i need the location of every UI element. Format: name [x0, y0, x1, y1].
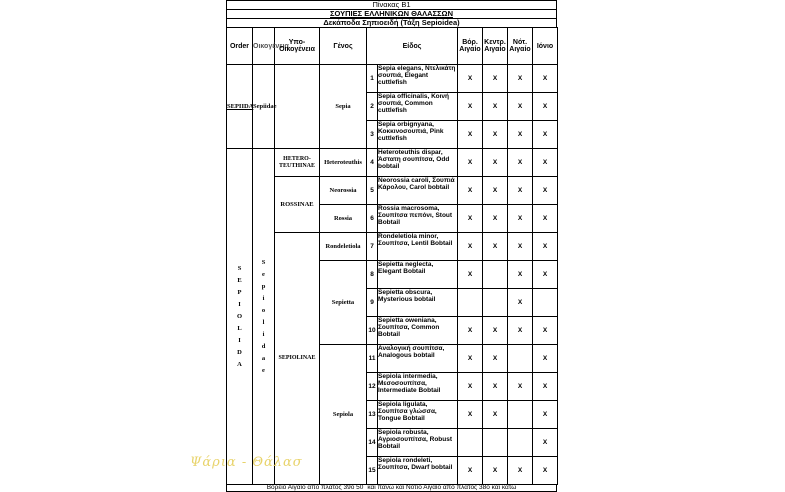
header-row	[227, 28, 558, 65]
row-number: 4	[367, 149, 378, 177]
table-row	[227, 177, 558, 205]
mark-central: X	[483, 373, 508, 401]
mark-north: X	[458, 317, 483, 345]
mark-ionian: X	[533, 65, 558, 93]
genus-neorossia: Neorossia	[320, 177, 367, 205]
mark-central	[483, 261, 508, 289]
row-number: 14	[367, 429, 378, 457]
mark-south: X	[508, 205, 533, 233]
stacked-letter: P	[237, 288, 242, 296]
mark-north: X	[458, 401, 483, 429]
table-number: Πίνακας Β1	[226, 0, 557, 9]
row-number: 7	[367, 233, 378, 261]
species-table	[226, 27, 558, 485]
mark-central: X	[483, 401, 508, 429]
species-name: Rondeletiola minor, Σουπίτσα, Lentil Bobtail	[378, 233, 458, 261]
mark-ionian	[533, 289, 558, 317]
mark-central: X	[483, 233, 508, 261]
mark-south: X	[508, 289, 533, 317]
mark-south	[508, 345, 533, 373]
row-number: 15	[367, 457, 378, 485]
mark-central: X	[483, 65, 508, 93]
row-number: 2	[367, 93, 378, 121]
table-title: ΣΟΥΠΙΕΣ ΕΛΛΗΝΙΚΩΝ ΘΑΛΑΣΣΩΝ	[226, 9, 557, 18]
genus-rondeletiola: Rondeletiola	[320, 233, 367, 261]
species-name: Sepia officinalis, Κοινή σουπιά, Common cuttlefish	[378, 93, 458, 121]
mark-central: X	[483, 121, 508, 149]
row-number: 3	[367, 121, 378, 149]
species-name: Sepia elegans, Ντελικάτη σουπιά, Elegant cuttlefish	[378, 65, 458, 93]
family-sepiolidae	[253, 149, 275, 485]
col-central: Κεντρ. Αιγαίο	[483, 28, 508, 65]
stacked-letter: e	[262, 366, 265, 374]
genus-sepietta: Sepietta	[320, 261, 367, 345]
table-sheet	[226, 0, 557, 492]
genus-heteroteuthis: Heteroteuthis	[320, 149, 367, 177]
mark-ionian: X	[533, 233, 558, 261]
mark-south: X	[508, 149, 533, 177]
signature-watermark: Ψάρια - Θάλασ	[190, 455, 303, 470]
mark-north: X	[458, 205, 483, 233]
mark-north: X	[458, 177, 483, 205]
row-number: 11	[367, 345, 378, 373]
mark-south: X	[508, 233, 533, 261]
genus-rossia: Rossia	[320, 205, 367, 233]
species-name: Sepiola rondeleti, Σουπίτσα, Dwarf bobtail	[378, 457, 458, 485]
row-number: 10	[367, 317, 378, 345]
stacked-letter: S	[237, 264, 242, 272]
stacked-letter: I	[238, 300, 241, 308]
col-genus: Γένος	[320, 28, 367, 65]
mark-central: X	[483, 177, 508, 205]
order-sepiida: SEPIIDA	[227, 65, 253, 149]
mark-ionian: X	[533, 373, 558, 401]
table-row	[227, 65, 558, 93]
mark-central	[483, 289, 508, 317]
stacked-letter: I	[238, 336, 241, 344]
mark-ionian: X	[533, 429, 558, 457]
mark-north: X	[458, 93, 483, 121]
col-south: Νότ. Αιγαίο	[508, 28, 533, 65]
mark-south	[508, 429, 533, 457]
mark-north: X	[458, 149, 483, 177]
species-name: Heteroteuthis dispar, Άστατη σουπίτσα, Odd bobtail	[378, 149, 458, 177]
stacked-letter: d	[261, 342, 266, 350]
stacked-letter: E	[237, 276, 242, 284]
table-footnote: Βόρειο Αιγαίο από πλάτος 39ο 50΄ και πάνω και Νότιο Αιγαίο από πλάτος 38ο και κάτω	[226, 484, 557, 492]
mark-north: X	[458, 233, 483, 261]
family-sepiolidae-label	[253, 257, 274, 377]
mark-north: X	[458, 121, 483, 149]
species-name: Sepia orbignyana, Κοκκινοσουπιά, Pink cuttlefish	[378, 121, 458, 149]
species-name: Sepiola intermedia, Μεσοσουπίτσα, Intermediate Bobtail	[378, 373, 458, 401]
mark-north: X	[458, 261, 483, 289]
row-number: 1	[367, 65, 378, 93]
stacked-letter: O	[236, 312, 243, 320]
mark-north	[458, 289, 483, 317]
species-name: Neorossia caroli, Σουπιά Κάρολου, Carol bobtail	[378, 177, 458, 205]
mark-north	[458, 429, 483, 457]
col-north: Βόρ. Αιγαίο	[458, 28, 483, 65]
mark-south: X	[508, 93, 533, 121]
subfamily-sepiolinae: SEPIOLINAE	[275, 233, 320, 485]
col-species: Είδος	[367, 28, 458, 65]
mark-central: X	[483, 93, 508, 121]
species-name: Sepietta oweniana, Σουπίτσα, Common Bobtail	[378, 317, 458, 345]
row-number: 8	[367, 261, 378, 289]
row-number: 13	[367, 401, 378, 429]
mark-north: X	[458, 345, 483, 373]
species-name: Sepietta neglecta, Elegant Bobtail	[378, 261, 458, 289]
family-sepiidae: Sepiidae	[253, 65, 275, 149]
mark-north: X	[458, 373, 483, 401]
mark-ionian: X	[533, 93, 558, 121]
mark-ionian: X	[533, 149, 558, 177]
stacked-letter: i	[262, 330, 265, 338]
species-name: Sepiola robusta, Αγριοσουπίτσα, Robust Bobtail	[378, 429, 458, 457]
stacked-letter: i	[262, 294, 265, 302]
order-sepiolida-label	[227, 263, 252, 371]
mark-south: X	[508, 121, 533, 149]
species-name: Rossia macrosoma, Σουπίτσα πεπόνι, Stout Bobtail	[378, 205, 458, 233]
mark-north: X	[458, 65, 483, 93]
row-number: 5	[367, 177, 378, 205]
genus-sepiola: Sepiola	[320, 345, 367, 485]
col-order: Order	[227, 28, 253, 65]
row-number: 12	[367, 373, 378, 401]
mark-central: X	[483, 317, 508, 345]
mark-ionian: X	[533, 205, 558, 233]
row-number: 9	[367, 289, 378, 317]
mark-south: X	[508, 317, 533, 345]
mark-ionian: X	[533, 177, 558, 205]
mark-south: X	[508, 177, 533, 205]
mark-ionian: X	[533, 121, 558, 149]
row-number: 6	[367, 205, 378, 233]
mark-south	[508, 401, 533, 429]
col-ionian: Ιόνιο	[533, 28, 558, 65]
mark-north: X	[458, 457, 483, 485]
mark-ionian: X	[533, 345, 558, 373]
mark-south: X	[508, 65, 533, 93]
mark-central: X	[483, 345, 508, 373]
table-row	[227, 233, 558, 261]
species-name: Sepietta obscura, Mysterious bobtail	[378, 289, 458, 317]
stacked-letter: L	[237, 324, 242, 332]
subfamily-empty	[275, 65, 320, 149]
mark-central: X	[483, 457, 508, 485]
mark-south: X	[508, 457, 533, 485]
stacked-letter: A	[237, 360, 242, 368]
species-name: Αναλογική σουπίτσα, Analogous bobtail	[378, 345, 458, 373]
col-family: Οικογένεια	[253, 28, 275, 65]
species-name: Sepiola ligulata, Σουπίτσα γλώσσα, Tongue Bobtail	[378, 401, 458, 429]
table-subtitle: Δεκάποδα Σηπιοειδή (Τάξη Sepioidea)	[226, 18, 557, 27]
stacked-letter: e	[262, 270, 265, 278]
mark-central: X	[483, 205, 508, 233]
mark-ionian: X	[533, 401, 558, 429]
mark-ionian: X	[533, 457, 558, 485]
mark-south: X	[508, 373, 533, 401]
mark-central: X	[483, 149, 508, 177]
table-row	[227, 149, 558, 177]
stacked-letter: l	[262, 318, 265, 326]
stacked-letter: a	[261, 354, 266, 362]
genus-sepia: Sepia	[320, 65, 367, 149]
col-subfamily: Υπο-Οικογένεια	[275, 28, 320, 65]
subfamily-heteroteuthinae: HETERO-TEUTHINAE	[275, 149, 320, 177]
stacked-letter: D	[237, 348, 242, 356]
order-sepiolida	[227, 149, 253, 485]
mark-ionian: X	[533, 317, 558, 345]
stacked-letter: S	[261, 258, 266, 266]
mark-ionian: X	[533, 261, 558, 289]
mark-south: X	[508, 261, 533, 289]
mark-central	[483, 429, 508, 457]
subfamily-rossinae: ROSSINAE	[275, 177, 320, 233]
stacked-letter: p	[261, 282, 266, 290]
stacked-letter: o	[261, 306, 266, 314]
